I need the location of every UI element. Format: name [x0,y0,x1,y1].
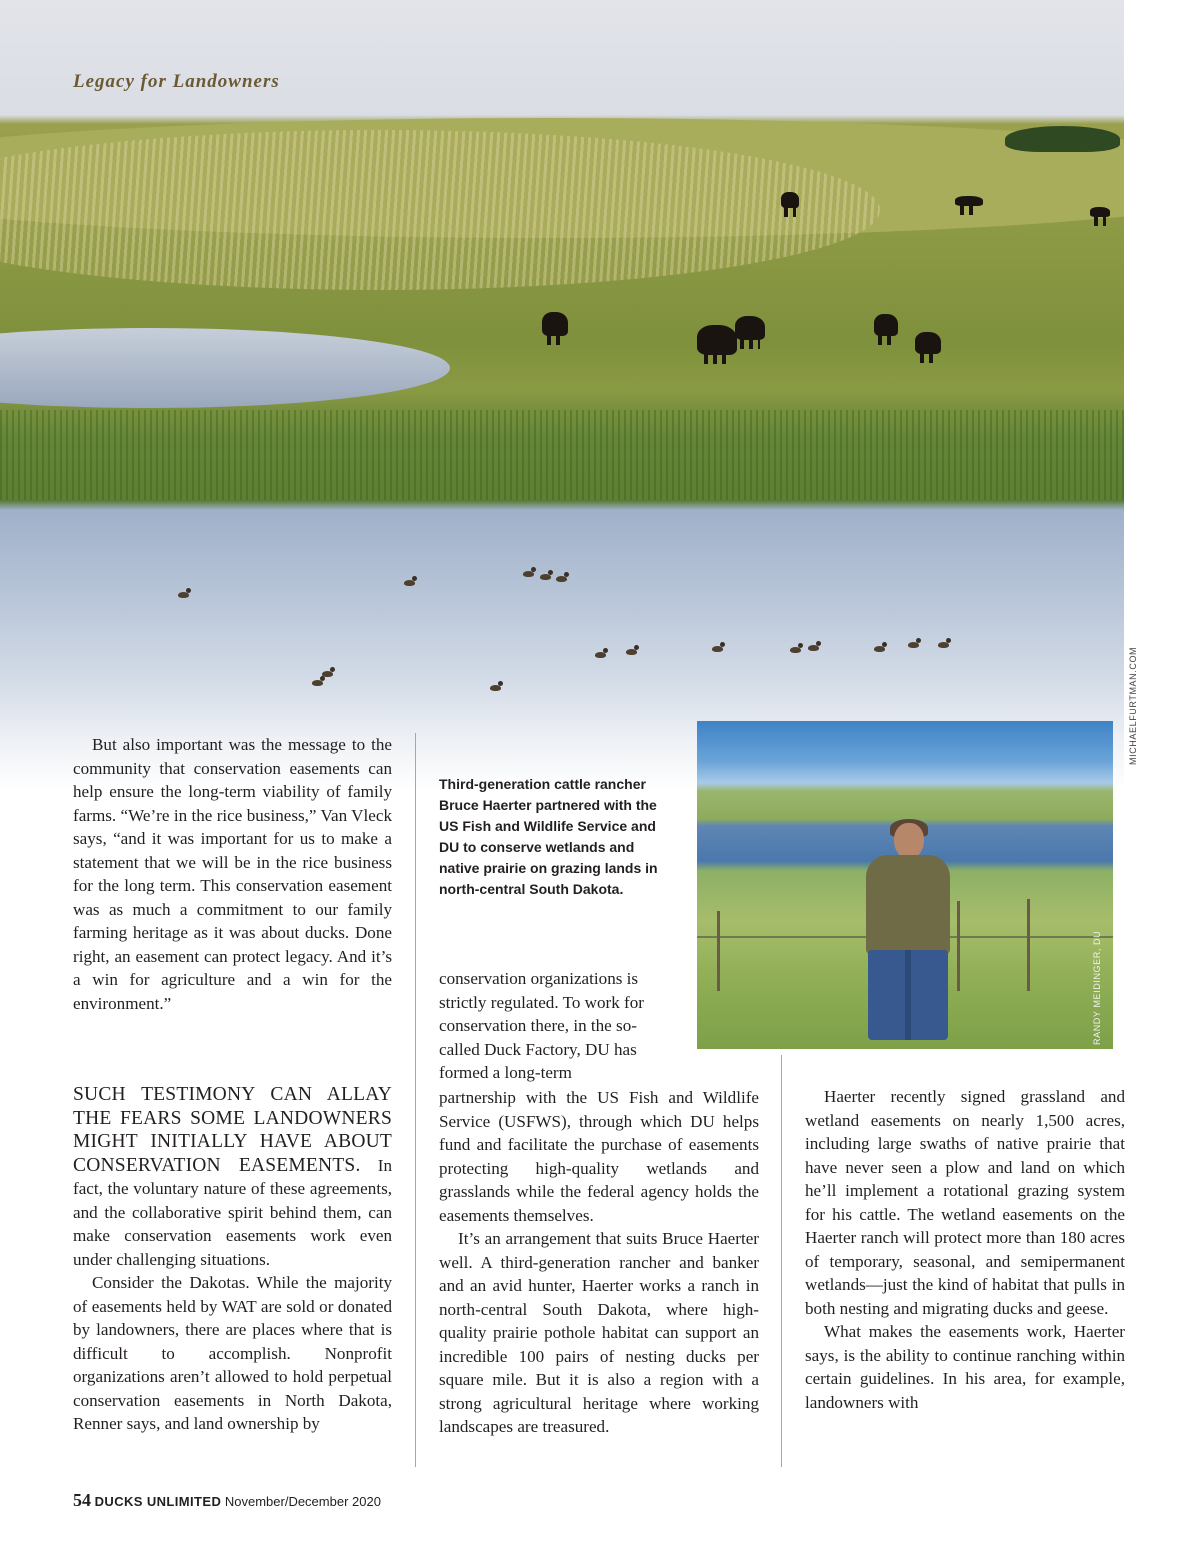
body-paragraph: What makes the easements work, Haerter says, is the ability to continue ranching within certain guidelines. In his area, for example, landowners with [805,1322,1125,1412]
column-rule [781,1055,782,1467]
section-label: Legacy for Landowners [73,71,280,92]
article-column-2-bottom [439,1086,759,1439]
duck [490,685,501,691]
photo-caption: Third-generation cattle rancher Bruce Haerter partnered with the US Fish and Wildlife Service and DU to conserve wetlands and native prairie on grazing lands in north-central South Dakota. [439,776,658,897]
body-paragraph: partnership with the US Fish and Wildlife Service (USFWS), through which DU helps fund and facilitate the purchase of easements protecting high-quality wetlands and grasslands while the federal agency holds the easements themselves. [439,1088,759,1225]
column-rule [415,733,416,1467]
cow [735,316,765,340]
duck [938,642,949,648]
photo-credit-inset: RANDY MEIDINGER, DU [1092,930,1102,1045]
duck [540,574,551,580]
photo-credit-main: MICHAELFURTMAN.COM [1128,646,1138,765]
duck [523,571,534,577]
duck [712,646,723,652]
duck [404,580,415,586]
article-column-1-bottom [73,1083,392,1436]
body-paragraph: conservation organizations is strictly regulated. To work for conservation there, in the so-called Duck Factory, DU has formed a long-term [439,969,644,1082]
article-column-1-top [73,733,392,1015]
treeline [1005,126,1120,152]
page-footer [73,1490,381,1511]
hero-photo [0,0,1124,790]
reed-band [0,410,1124,500]
fence-post [717,911,720,991]
magazine-name: DUCKS UNLIMITED [94,1494,222,1509]
fence-post [1027,899,1030,991]
duck [312,680,323,686]
article-column-3 [805,1085,1125,1414]
rancher-figure [868,950,948,1040]
cow [697,325,737,355]
duck [595,652,606,658]
lead-in-rest: In fact, the voluntary nature of these agreements, and the collaborative spirit behind them, can make conservation easements work even under challenging situations. [73,1155,393,1269]
rancher-figure [866,855,950,955]
cow [1090,207,1110,217]
duck [908,642,919,648]
cow [955,196,983,206]
body-paragraph [73,1083,392,1271]
cow [874,314,898,336]
lead-in-caps: SUCH TESTIMONY CAN ALLAY THE FEARS SOME LANDOWNERS MIGHT INITIALLY HAVE ABOUT CONSERVATION EASEMENTS. [73,1084,392,1176]
body-paragraph: Haerter recently signed grassland and wetland easements on nearly 1,500 acres, including large swaths of native prairie that have never seen a plow and land on which he’ll implement a rotational grazing system for his cattle. The wetland easements on the Haerter ranch will protect more than 180 acres of temporary, seasonal, and semipermanent wetlands—just the kind of habitat that pulls in both nesting and migrating ducks and geese. [805,1087,1125,1318]
body-paragraph: Consider the Dakotas. While the majority of easements held by WAT are sold or donated by landowners, there are places where that is difficult to accomplish. Nonprofit organizations aren’t allowed to hold perpetual conservation easements in North Dakota, Renner says, and land ownership by [73,1273,392,1433]
page-number: 54 [73,1490,91,1510]
issue-date: November/December 2020 [224,1494,381,1509]
cow [781,192,799,208]
fence-post [957,901,960,991]
duck [874,646,885,652]
cow [542,312,568,336]
duck [790,647,801,653]
small-pond [0,328,450,408]
body-paragraph: But also important was the message to the community that conservation easements can help ensure the long-term viability of family farms. “We’re in the rice business,” Van Vleck says, “and it was important for us to make a statement that we will be in the rice business for the long term. This conservation easement was as much a commitment to our family farming heritage as it was about ducks. Done right, an easement can protect legacy. And it’s a win for agriculture and a win for the environment.” [73,735,392,1013]
duck [808,645,819,651]
body-paragraph: It’s an arrangement that suits Bruce Haerter well. A third-generation rancher and banker and an avid hunter, Haerter works a ranch in north-central South Dakota, where high-quality prairie pothole habitat can support an incredible 100 pairs of nesting ducks per square mile. But it is also a region with a strong agricultural heritage where working landscapes are treasured. [439,1229,759,1436]
duck [556,576,567,582]
article-column-2-top [439,967,661,1085]
duck [178,592,189,598]
cow [915,332,941,354]
duck [626,649,637,655]
rancher-figure [894,823,924,859]
